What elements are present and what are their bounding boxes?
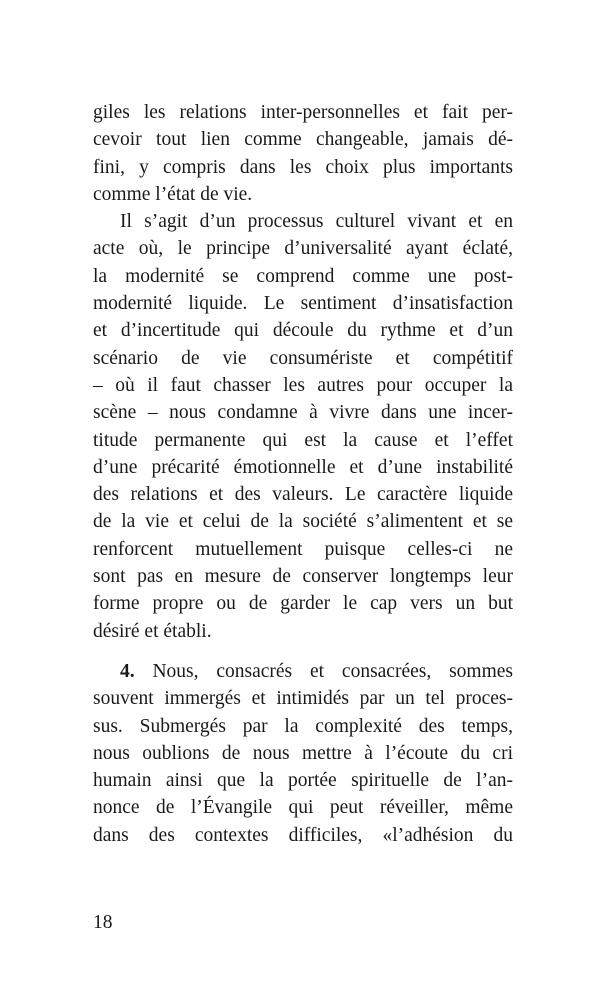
text-line xyxy=(93,658,513,685)
page-number: 18 xyxy=(93,912,113,933)
text-line: titude permanente qui est la cause et l’effet xyxy=(93,429,513,451)
text-line: scène – nous condamne à vivre dans une incer- xyxy=(93,402,513,424)
text-line: et d’incertitude qui découle du rythme et d’un xyxy=(93,320,513,342)
text-line: Il s’agit d’un processus culturel vivant et en xyxy=(120,211,513,233)
text-line: modernité liquide. Le sentiment d’insatisfaction xyxy=(93,293,513,315)
text-line: – où il faut chasser les autres pour occuper la xyxy=(93,374,513,396)
paragraph xyxy=(93,208,513,645)
text-line: des relations et des valeurs. Le caractère liquide xyxy=(93,484,513,506)
text-line: souvent immergés et intimidés par un tel proces- xyxy=(93,688,513,710)
text-line: sont pas en mesure de conserver longtemps leur xyxy=(93,566,513,588)
text-line: d’une précarité émotionnelle et d’une instabilité xyxy=(93,456,513,478)
text-line: humain ainsi que la portée spirituelle de l’an- xyxy=(93,770,513,792)
text-line: giles les relations inter-personnelles et fait per- xyxy=(93,102,513,123)
text-line: sus. Submergés par la complexité des temps, xyxy=(93,715,513,737)
text-line: dans des contextes difficiles, «l’adhésion du xyxy=(93,824,513,846)
text-line: nous oublions de nous mettre à l’écoute du cri xyxy=(93,742,513,764)
text-line: désiré et établi. xyxy=(93,620,212,642)
text-line: renforcent mutuellement puisque celles-ci ne xyxy=(93,538,513,560)
text-line: nonce de l’Évangile qui peut réveiller, même xyxy=(93,797,513,819)
text-line: de la vie et celui de la société s’alimentent et se xyxy=(93,511,513,533)
text-line: fini, y compris dans les choix plus importants xyxy=(93,156,513,178)
paragraph xyxy=(93,99,513,208)
text-line: la modernité se comprend comme une post- xyxy=(93,265,513,287)
body-text xyxy=(93,99,513,849)
text-line: cevoir tout lien comme changeable, jamais dé- xyxy=(93,129,513,151)
section-number: 4. xyxy=(120,660,135,682)
text-line: scénario de vie consumériste et compétitif xyxy=(93,347,513,369)
text-line: forme propre ou de garder le cap vers un but xyxy=(93,593,513,615)
text-line: acte où, le principe d’universalité ayant éclaté, xyxy=(93,238,513,260)
text-line: comme l’état de vie. xyxy=(93,183,253,205)
text-fragment: Nous, consacrés et consacrées, sommes xyxy=(152,660,513,682)
section-paragraph xyxy=(93,658,513,849)
